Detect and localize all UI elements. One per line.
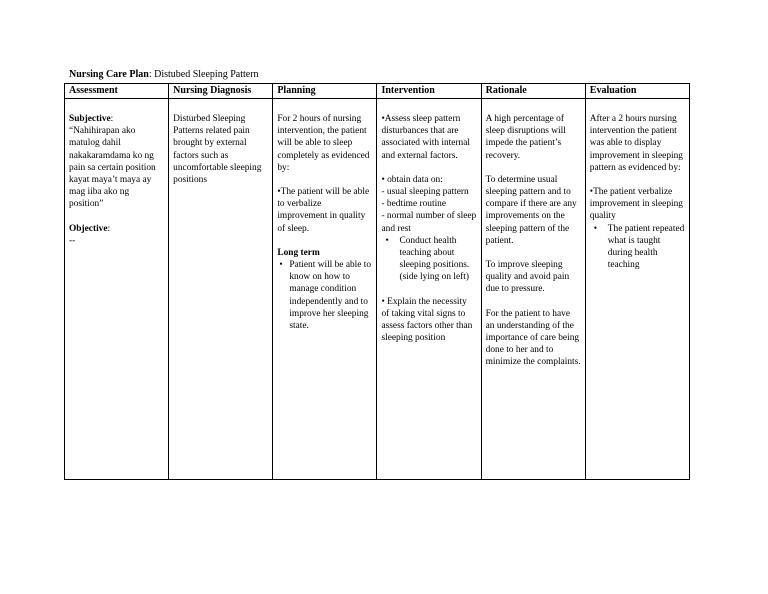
care-plan-table [64, 83, 690, 480]
evaluation-2: •The patient verbalize improvement in sleeping quality [589, 187, 683, 222]
intervention-item-2-line: - usual sleeping pattern [381, 187, 469, 198]
intervention-item-3-sub: (side lying on left) [399, 272, 469, 283]
intervention-item-2-intro: • obtain data on: [381, 174, 443, 185]
header-planning: Planning [273, 84, 377, 99]
rationale-3: To improve sleeping quality and avoid pain due to pressure. [485, 260, 570, 295]
assessment-cell [65, 99, 169, 480]
intervention-item-3 [399, 235, 476, 284]
planning-long-term-label: Long term [277, 247, 320, 258]
objective-heading [69, 223, 164, 235]
title-text: Distubed Sleeping Pattern [154, 69, 259, 80]
title-separator: : [148, 69, 155, 80]
document-title [69, 69, 259, 81]
header-nursing-diagnosis: Nursing Diagnosis [169, 84, 273, 99]
header-intervention: Intervention [377, 84, 481, 99]
intervention-item-2-line: - bedtime routine [381, 199, 447, 210]
intervention-item-4: • Explain the necessity of taking vital signs to assess factors other than sleeping position [381, 296, 473, 344]
rationale-cell [481, 99, 585, 480]
objective-colon: : [107, 223, 111, 234]
planning-cell [273, 99, 377, 480]
header-assessment: Assessment [65, 84, 169, 99]
intervention-item-3-text: Conduct health teaching about sleeping positions. [399, 235, 470, 271]
diagnosis-cell [169, 99, 273, 480]
planning-long-term-bullet: • Patient will be able to know on how to manage condition independently and to improve her sleeping state. [289, 259, 372, 332]
evaluation-3: • The patient repeated what is taught during health teaching [608, 223, 685, 272]
subjective-label: Subjective [69, 114, 111, 124]
intervention-item-2-line: - normal number of sleep and rest [381, 211, 477, 234]
evaluation-cell [585, 99, 689, 480]
intervention-item-1: •Assess sleep pattern disturbances that are associated with internal and external factors. [381, 114, 470, 161]
objective-text: -- [69, 235, 76, 246]
planning-long-term-list [277, 259, 372, 332]
header-evaluation: Evaluation [585, 84, 689, 99]
rationale-4: For the patient to have an understanding of the importance of care being done to her and to minimize the complaints. [485, 308, 581, 368]
objective-label: Objective [69, 223, 108, 234]
title-label: Nursing Care Plan [69, 69, 149, 80]
rationale-1: A high percentage of sleep disruptions will impede the patient’s recovery. [485, 114, 566, 161]
subjective-colon: : [110, 114, 114, 124]
header-rationale: Rationale [481, 84, 585, 99]
diagnosis-text: Disturbed Sleeping Patterns related pain brought by external factors such as uncomfortable sleeping positions [173, 114, 262, 186]
intervention-cell [377, 99, 481, 480]
planning-short-term-bullet: •The patient will be able to verbalize improvement in quality of sleep. [277, 187, 370, 234]
content-row [65, 99, 690, 480]
subjective-text: “Nahihirapan ako matulog dahil nakakaramdama ko ng pain sa certain position kayat maya’t maya ay mag iiba ako ng position” [69, 126, 156, 210]
rationale-2: To determine usual sleeping pattern and to compare if there are any improvements on the sleeping pattern of the patient. [485, 174, 577, 246]
evaluation-list [590, 223, 685, 272]
intervention-item-3-list [381, 235, 476, 284]
header-row [65, 84, 690, 99]
subjective-heading [69, 113, 164, 125]
planning-short-term: For 2 hours of nursing intervention, the patient will be able to sleep completely as evidenced by: [277, 114, 370, 173]
evaluation-1: After a 2 hours nursing intervention the patient was able to display improvement in sleeping pattern as evidenced by: [589, 114, 683, 173]
